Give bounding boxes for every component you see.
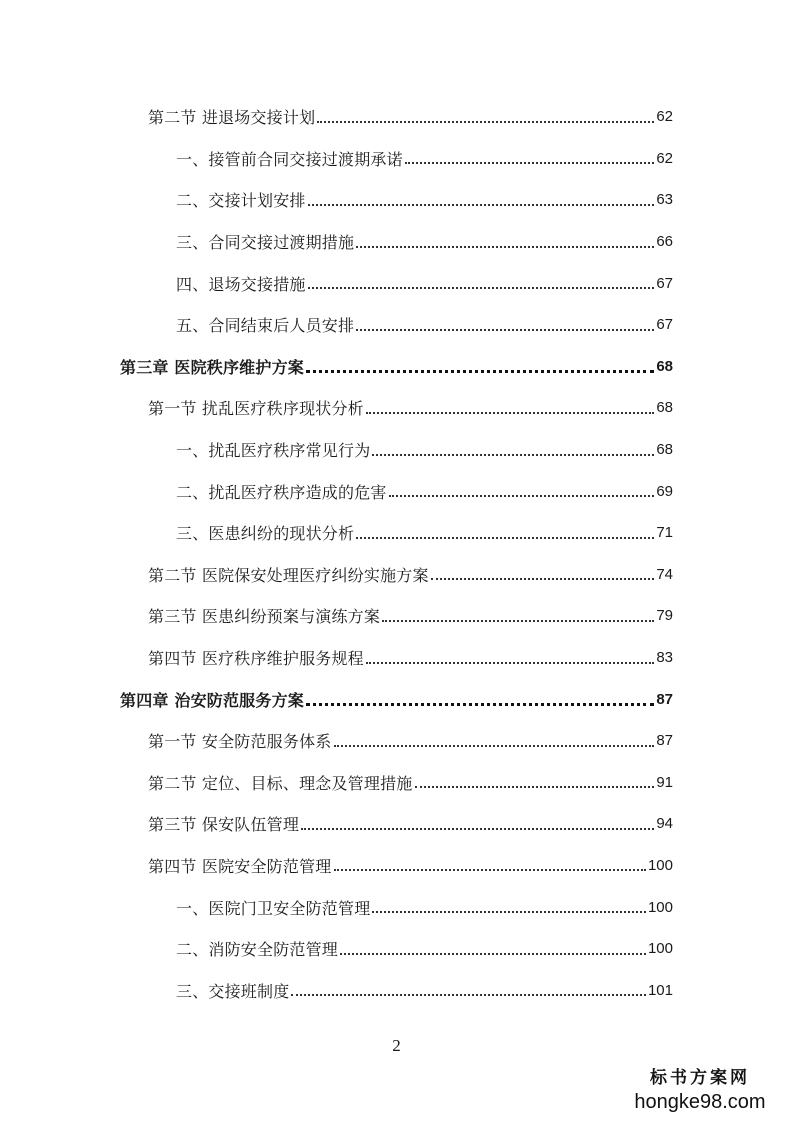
toc-subsection-entry	[0, 886, 793, 928]
toc-section-entry	[0, 387, 793, 429]
toc-entry-title: 第三节 保安队伍管理	[148, 815, 300, 835]
toc-section-entry	[0, 845, 793, 887]
toc-dot-leader	[372, 893, 646, 913]
toc-entry-title: 一、医院门卫安全防范管理	[176, 898, 371, 918]
toc-section-entry	[0, 637, 793, 679]
toc-entry-page: 62	[656, 149, 673, 167]
toc-entry-title: 二、交接计划安排	[176, 191, 306, 211]
toc-dot-leader	[382, 602, 654, 622]
watermark-url: hongke98.com	[634, 1091, 766, 1113]
toc-entry-title: 五、合同结束后人员安排	[176, 316, 355, 336]
toc-section-entry	[0, 96, 793, 138]
toc-dot-leader	[389, 477, 655, 497]
toc-entry-title: 三、合同交接过渡期措施	[176, 233, 355, 253]
toc-dot-leader	[366, 394, 654, 414]
toc-section-entry	[0, 720, 793, 762]
toc-entry-title: 二、扰乱医疗秩序造成的危害	[176, 482, 387, 502]
toc-entry-page: 100	[647, 856, 673, 874]
watermark-site-name: 标书方案网	[650, 1068, 750, 1088]
toc-entry-page: 100	[647, 940, 673, 958]
toc-entry-title: 四、退场交接措施	[176, 274, 306, 294]
toc-entry-page: 94	[656, 815, 673, 833]
toc-entry-title: 第四节 医院安全防范管理	[148, 856, 332, 876]
toc-chapter-entry	[0, 346, 793, 388]
toc-dot-leader	[366, 644, 654, 664]
toc-entry-title: 一、扰乱医疗秩序常见行为	[176, 441, 371, 461]
toc-dot-leader	[340, 935, 646, 955]
toc-dot-leader	[308, 186, 655, 206]
toc-entry-page: 66	[656, 233, 673, 251]
toc-subsection-entry	[0, 429, 793, 471]
toc-dot-leader	[291, 976, 646, 996]
toc-entry-title: 第三节 医患纠纷预案与演练方案	[148, 607, 381, 627]
toc-entry-title: 二、消防安全防范管理	[176, 940, 339, 960]
toc-entry-title: 第二节 医院保安处理医疗纠纷实施方案	[148, 565, 429, 585]
toc-dot-leader	[306, 352, 654, 373]
toc-subsection-entry	[0, 470, 793, 512]
toc-dot-leader	[301, 810, 654, 830]
toc-subsection-entry	[0, 221, 793, 263]
toc-dot-leader	[372, 436, 654, 456]
toc-chapter-entry	[0, 678, 793, 720]
table-of-contents	[0, 96, 793, 1011]
toc-entry-page: 68	[656, 357, 673, 375]
toc-entry-page: 87	[656, 690, 673, 708]
toc-entry-title: 三、医患纠纷的现状分析	[176, 524, 355, 544]
page-number: 2	[392, 1036, 401, 1055]
toc-entry-title: 第二节 定位、目标、理念及管理措施	[148, 773, 413, 793]
toc-entry-title: 第一节 扰乱医疗秩序现状分析	[148, 399, 364, 419]
toc-entry-title: 第四章 治安防范服务方案	[120, 690, 304, 710]
toc-subsection-entry	[0, 512, 793, 554]
toc-subsection-entry	[0, 969, 793, 1011]
toc-entry-title: 第一节 安全防范服务体系	[148, 732, 332, 752]
toc-dot-leader	[334, 851, 646, 871]
toc-entry-page: 67	[656, 316, 673, 334]
toc-section-entry	[0, 803, 793, 845]
toc-entry-page: 62	[656, 108, 673, 126]
toc-entry-page: 71	[656, 524, 673, 542]
toc-subsection-entry	[0, 179, 793, 221]
toc-entry-page: 63	[656, 191, 673, 209]
toc-entry-page: 87	[656, 732, 673, 750]
toc-entry-page: 101	[647, 981, 673, 999]
toc-dot-leader	[415, 768, 655, 788]
toc-dot-leader	[306, 685, 654, 706]
toc-dot-leader	[356, 519, 654, 539]
toc-dot-leader	[356, 311, 654, 331]
toc-entry-page: 100	[647, 898, 673, 916]
toc-subsection-entry	[0, 304, 793, 346]
toc-entry-title: 第二节 进退场交接计划	[148, 108, 316, 128]
watermark-logo	[625, 1066, 775, 1114]
toc-entry-title: 第四节 医疗秩序维护服务规程	[148, 649, 364, 669]
toc-subsection-entry	[0, 262, 793, 304]
toc-entry-title: 三、交接班制度	[176, 981, 290, 1001]
toc-section-entry	[0, 762, 793, 804]
toc-entry-page: 79	[656, 607, 673, 625]
toc-entry-title: 第三章 医院秩序维护方案	[120, 357, 304, 377]
toc-subsection-entry	[0, 138, 793, 180]
toc-section-entry	[0, 554, 793, 596]
toc-entry-page: 67	[656, 274, 673, 292]
toc-section-entry	[0, 595, 793, 637]
toc-entry-page: 91	[656, 773, 673, 791]
toc-entry-page: 68	[656, 441, 673, 459]
toc-entry-page: 74	[656, 565, 673, 583]
toc-entry-page: 69	[656, 482, 673, 500]
toc-dot-leader	[317, 103, 654, 123]
toc-dot-leader	[356, 228, 654, 248]
toc-subsection-entry	[0, 928, 793, 970]
toc-entry-page: 83	[656, 649, 673, 667]
toc-dot-leader	[334, 727, 655, 747]
toc-dot-leader	[405, 144, 655, 164]
toc-entry-title: 一、接管前合同交接过渡期承诺	[176, 149, 403, 169]
toc-entry-page: 68	[656, 399, 673, 417]
toc-dot-leader	[431, 560, 655, 580]
toc-dot-leader	[308, 269, 655, 289]
